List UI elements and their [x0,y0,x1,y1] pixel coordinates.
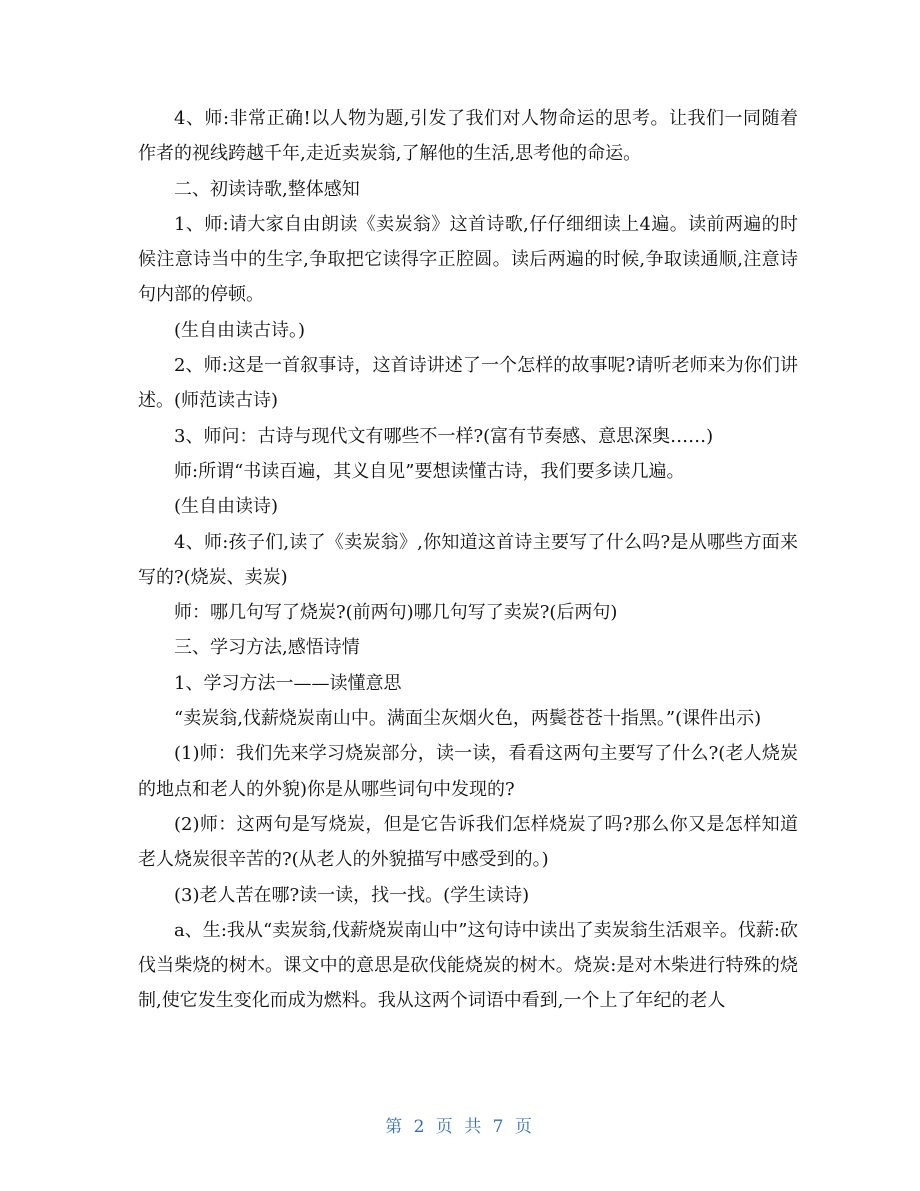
paragraph: (生自由读古诗。) [174,319,306,341]
paragraph: a、生:我从“卖炭翁,伐薪烧炭南山中”这句诗中读出了卖炭翁生活艰辛。伐薪:砍伐当柴烧的树木。课文中的意思是砍伐能烧炭的树木。烧炭:是对木柴进行特殊的烧制,使它发生变化而成为燃料。我从这两个词语中看到,一个上了年纪的老人 [138,919,798,1012]
paragraph: (2)师：这两句是写烧炭，但是它告诉我们怎样烧炭了吗?那么你又是怎样知道老人烧炭很辛苦的?(从老人的外貌描写中感受到的。) [138,813,798,871]
paragraph: (1)师：我们先来学习烧炭部分，读一读，看看这两句主要写了什么?(老人烧炭的地点和老人的外貌)你是从哪些词句中发现的? [138,743,798,800]
paragraph: 4、师:非常正确!以人物为题,引发了我们对人物命运的思考。让我们一同随着作者的视线跨越千年,走近卖炭翁,了解他的生活,思考他的命运。 [138,108,798,165]
paragraph: (3)老人苦在哪?读一读，找一找。(学生读诗) [174,884,530,906]
section-heading: 二、初读诗歌,整体感知 [174,178,360,200]
paragraph: 师:所谓“书读百遍，其义自见”要想读懂古诗，我们要多读几遍。 [174,460,685,482]
section-heading: 三、学习方法,感悟诗情 [174,637,360,659]
paragraph: (生自由读诗) [174,496,279,518]
page-number-footer: 第 2 页 共 7 页 [385,1117,535,1137]
paragraph: 1、学习方法一——读懂意思 [174,672,402,694]
paragraph: 3、师问：古诗与现代文有哪些不一样?(富有节奏感、意思深奥……) [174,425,714,447]
paragraph: 师：哪几句写了烧炭?(前两句)哪几句写了卖炭?(后两句) [174,602,618,624]
poem-quote: “卖炭翁,伐薪烧炭南山中。满面尘灰烟火色，两鬓苍苍十指黑。”(课件出示) [174,708,762,730]
paragraph: 2、师:这是一首叙事诗，这首诗讲述了一个怎样的故事呢?请听老师来为你们讲述。(师范读古诗) [138,355,798,412]
document-body [138,101,798,1019]
paragraph: 4、师:孩子们,读了《卖炭翁》,你知道这首诗主要写了什么吗?是从哪些方面来写的?(烧炭、卖炭) [138,531,798,588]
paragraph: 1、师:请大家自由朗读《卖炭翁》这首诗歌,仔仔细细读上4遍。读前两遍的时候注意诗当中的生字,争取把它读得字正腔圆。读后两遍的时候,争取读通顺,注意诗句内部的停顿。 [138,213,798,306]
